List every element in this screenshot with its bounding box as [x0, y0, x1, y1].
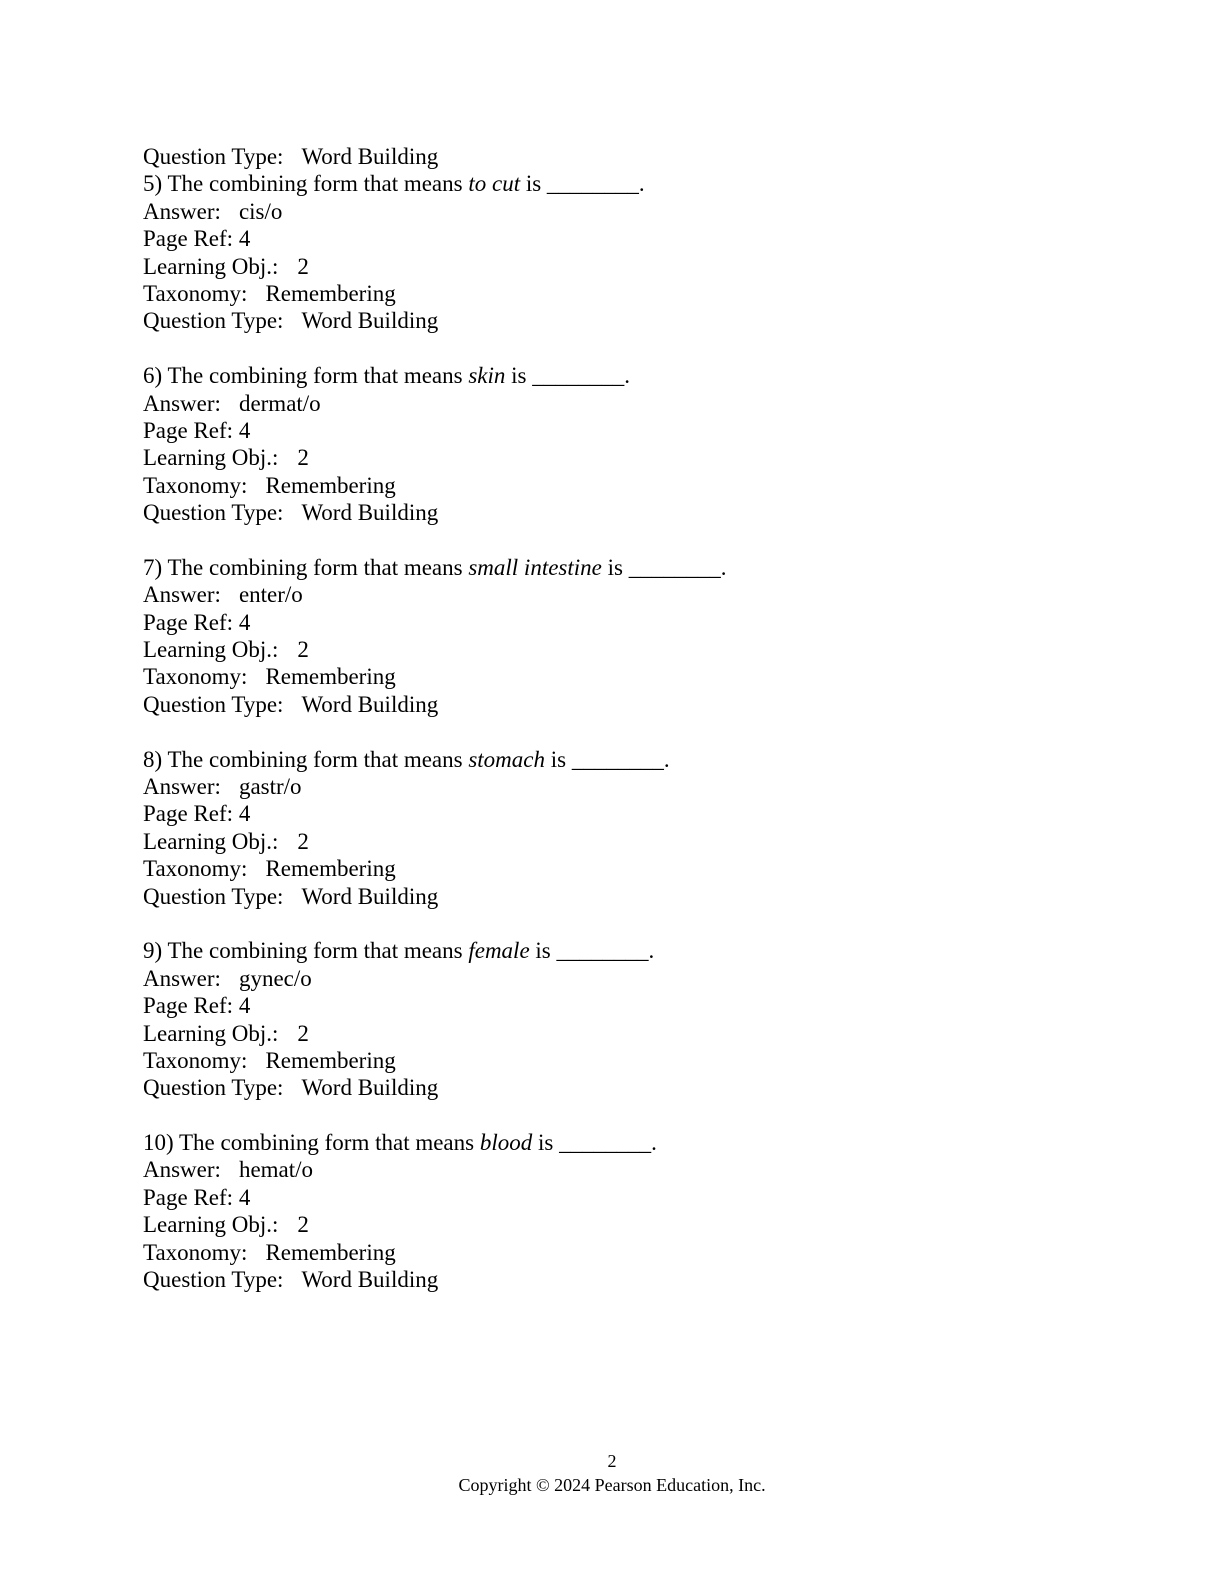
taxonomy-line: Taxonomy: Remembering [143, 280, 396, 306]
answer-line: Answer: hemat/o [143, 1157, 314, 1183]
learning-obj-line: Learning Obj.: 2 [143, 1020, 309, 1046]
learning-obj-line: Learning Obj.: 2 [143, 253, 309, 279]
question-stem: 7) The combining form that means small intestine is ________. [143, 554, 727, 580]
question-block-9 [143, 937, 1103, 1101]
learning-obj-line: Learning Obj.: 2 [143, 445, 309, 471]
taxonomy-value: Remembering [265, 472, 396, 498]
question-stem: 6) The combining form that means skin is ________. [143, 363, 630, 389]
question-term: blood [479, 1130, 533, 1156]
learning-obj-value: 2 [297, 1020, 309, 1046]
question-block-8 [143, 746, 1103, 910]
question-type-value: Word Building [301, 691, 439, 717]
page-ref-value: 4 [238, 417, 251, 443]
question-block-5 [143, 170, 1103, 334]
answer-value: gynec/o [238, 965, 312, 991]
question-block-10 [143, 1129, 1103, 1293]
answer-line: Answer: enter/o [143, 582, 303, 608]
header-question-type [143, 143, 1103, 170]
copyright-notice: Copyright © 2024 Pearson Education, Inc. [458, 1475, 766, 1495]
taxonomy-value: Remembering [265, 1239, 396, 1265]
document-body [143, 143, 1103, 1321]
answer-line: Answer: dermat/o [143, 390, 321, 416]
question-term: female [468, 938, 530, 964]
question-term: to cut [468, 171, 521, 197]
answer-value: gastr/o [238, 773, 302, 799]
question-term: stomach [468, 746, 546, 772]
learning-obj-value: 2 [297, 445, 309, 471]
learning-obj-line: Learning Obj.: 2 [143, 637, 309, 663]
question-type-value: Word Building [301, 308, 439, 334]
question-type-value: Word Building [301, 1267, 439, 1293]
question-term: skin [468, 363, 506, 389]
question-stem: 10) The combining form that means blood is ________. [143, 1130, 657, 1156]
question-block-6 [143, 362, 1103, 526]
learning-obj-value: 2 [297, 637, 309, 663]
answer-line: Answer: gynec/o [143, 965, 312, 991]
learning-obj-line: Learning Obj.: 2 [143, 1212, 309, 1238]
page-ref-line: Page Ref: 4 [143, 609, 251, 635]
question-type-value: Word Building [301, 883, 439, 909]
taxonomy-line: Taxonomy: Remembering [143, 856, 396, 882]
page-ref-line: Page Ref: 4 [143, 993, 251, 1019]
answer-value: dermat/o [238, 390, 321, 416]
question-type-line: Question Type: Word Building [143, 883, 439, 909]
page-ref-value: 4 [238, 226, 251, 252]
question-stem: 8) The combining form that means stomach is ________. [143, 746, 670, 772]
page-ref-value: 4 [238, 801, 251, 827]
learning-obj-line: Learning Obj.: 2 [143, 828, 309, 854]
answer-value: enter/o [238, 582, 303, 608]
taxonomy-value: Remembering [265, 856, 396, 882]
taxonomy-line: Taxonomy: Remembering [143, 1239, 396, 1265]
question-type-line: Question Type: Word Building [143, 1075, 439, 1101]
page-number: 2 [607, 1451, 617, 1471]
page-ref-line: Page Ref: 4 [143, 801, 251, 827]
page-ref-value: 4 [238, 609, 251, 635]
page-ref-line: Page Ref: 4 [143, 417, 251, 443]
learning-obj-value: 2 [297, 253, 309, 279]
answer-line: Answer: gastr/o [143, 773, 302, 799]
answer-line: Answer: cis/o [143, 198, 283, 224]
question-stem: 9) The combining form that means female is ________. [143, 938, 655, 964]
taxonomy-value: Remembering [265, 664, 396, 690]
question-block-7 [143, 554, 1103, 718]
answer-value: hemat/o [238, 1157, 314, 1183]
learning-obj-value: 2 [297, 1212, 309, 1238]
question-term: small intestine [468, 554, 602, 580]
question-type-value: Word Building [301, 1075, 439, 1101]
question-type-line: Question Type: Word Building [143, 1267, 439, 1293]
page-ref-value: 4 [238, 1184, 251, 1210]
taxonomy-line: Taxonomy: Remembering [143, 472, 396, 498]
taxonomy-line: Taxonomy: Remembering [143, 1047, 396, 1073]
question-type-label: Question Type: [143, 144, 284, 169]
taxonomy-value: Remembering [265, 280, 396, 306]
page-ref-line: Page Ref: 4 [143, 1184, 251, 1210]
question-type-value: Word Building [301, 144, 439, 169]
question-type-line: Question Type: Word Building [143, 691, 439, 717]
question-type-value: Word Building [301, 500, 439, 526]
taxonomy-line: Taxonomy: Remembering [143, 664, 396, 690]
answer-value: cis/o [238, 198, 283, 224]
question-stem: 5) The combining form that means to cut is ________. [143, 171, 645, 197]
page-ref-value: 4 [238, 993, 251, 1019]
taxonomy-value: Remembering [265, 1047, 396, 1073]
learning-obj-value: 2 [297, 828, 309, 854]
question-type-line: Question Type: Word Building [143, 500, 439, 526]
question-type-line: Question Type: Word Building [143, 308, 439, 334]
page-ref-line: Page Ref: 4 [143, 226, 251, 252]
